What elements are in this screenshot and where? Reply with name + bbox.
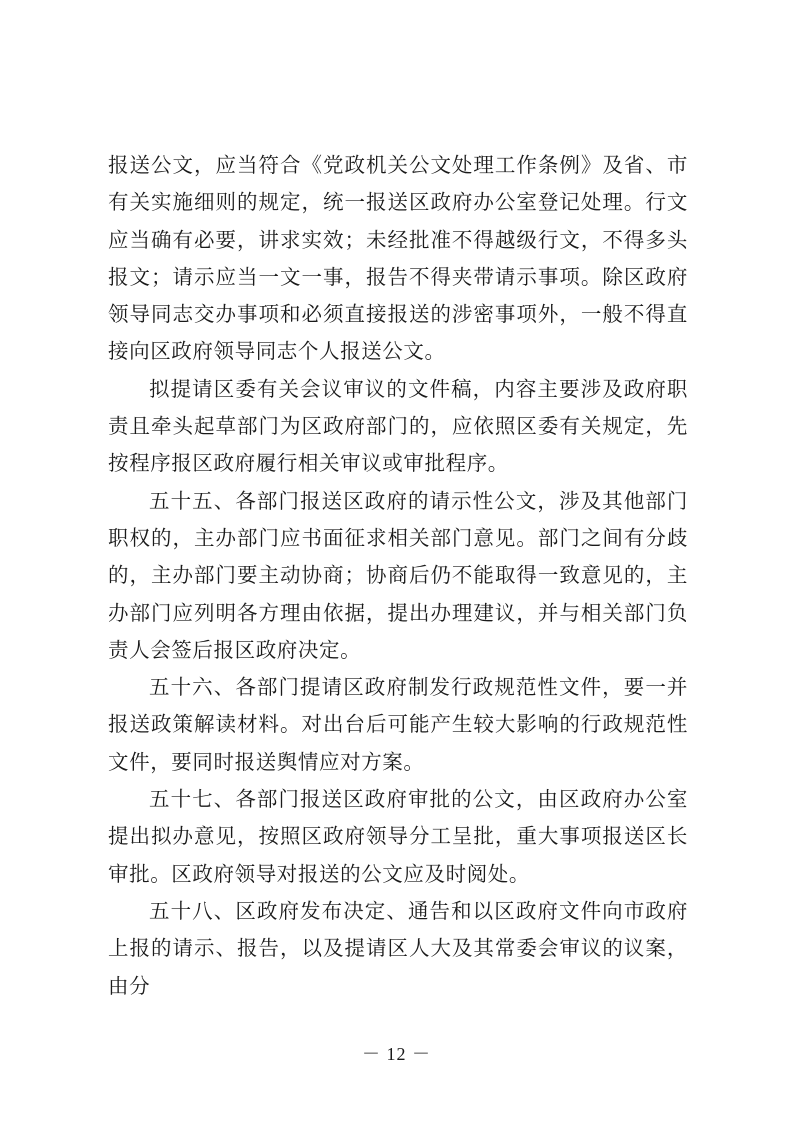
paragraph-article-55: 五十五、各部门报送区政府的请示性公文，涉及其他部门职权的，主办部门应书面征求相关部门意见。部门之间有分歧的，主办部门要主动协商；协商后仍不能取得一致意见的，主办部门应列明各方理由依据，提出办理建议，并与相关部门负责人会签后报区政府决定。 bbox=[108, 488, 688, 662]
paragraph-draft-review: 拟提请区委有关会议审议的文件稿，内容主要涉及政府职责且牵头起草部门为区政府部门的，应依照区委有关规定，先按程序报区政府履行相关审议或审批程序。 bbox=[108, 376, 688, 476]
paragraph-article-56: 五十六、各部门提请区政府制发行政规范性文件，要一并报送政策解读材料。对出台后可能产生较大影响的行政规范性文件，要同时报送舆情应对方案。 bbox=[108, 675, 688, 774]
page-number: － 12 － bbox=[362, 1044, 431, 1064]
paragraph-article-57: 五十七、各部门报送区政府审批的公文，由区政府办公室提出拟办意见，按照区政府领导分工呈批，重大事项报送区长审批。区政府领导对报送的公文应及时阅处。 bbox=[108, 787, 688, 886]
paragraph-article-58: 五十八、区政府发布决定、通告和以区政府文件向市政府上报的请示、报告，以及提请区人大及其常委会审议的议案，由分 bbox=[108, 898, 688, 998]
paragraph-continuation: 报送公文，应当符合《党政机关公文处理工作条例》及省、市有关实施细则的规定，统一报送区政府办公室登记处理。行文应当确有必要，讲求实效；未经批准不得越级行文，不得多头报文；请示应当一文一事，报告不得夹带请示事项。除区政府领导同志交办事项和必须直接报送的涉密事项外，一般不得直接向区政府领导同志个人报送公文。 bbox=[108, 153, 688, 364]
document-body bbox=[108, 147, 688, 1005]
